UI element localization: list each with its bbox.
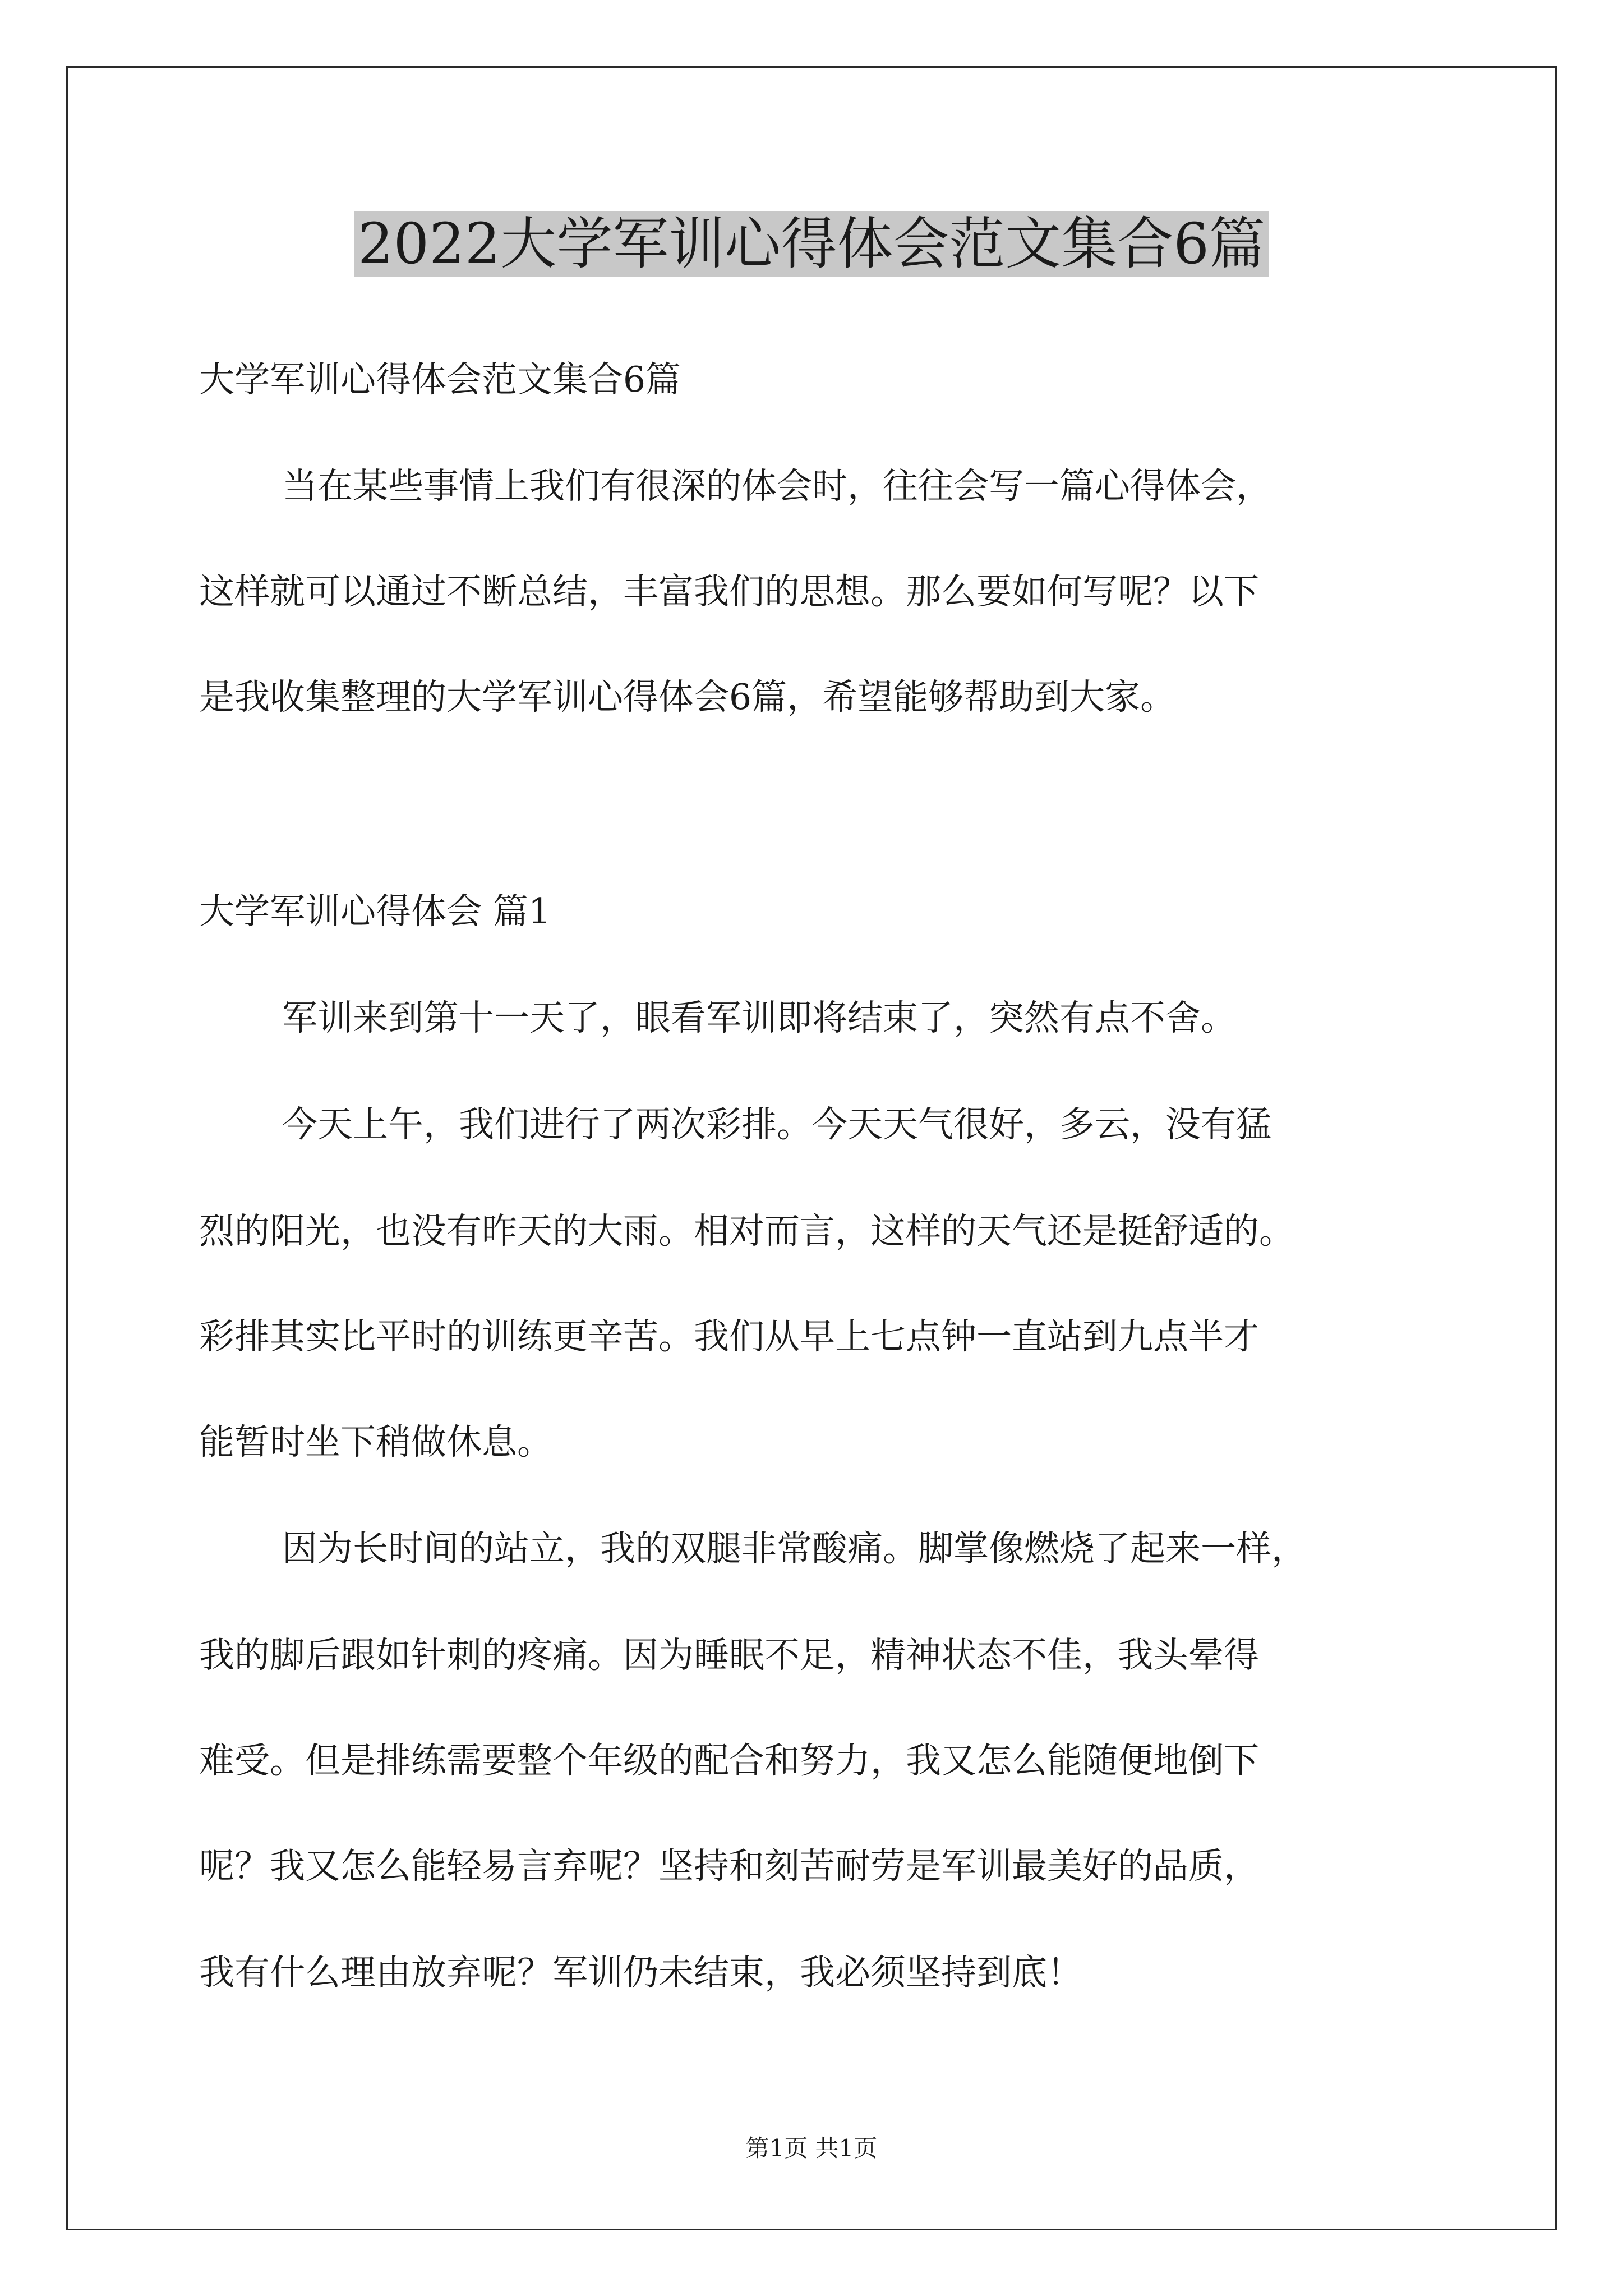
paragraph-line: 难受。但是排练需要整个年级的配合和努力，我又怎么能随便地倒下 bbox=[199, 1740, 1259, 1781]
intro-line: 这样就可以通过不断总结，丰富我们的思想。那么要如何写呢？以下 bbox=[199, 571, 1259, 612]
paragraph-line: 军训来到第十一天了，眼看军训即将结束了，突然有点不舍。 bbox=[282, 997, 1236, 1038]
document-subtitle: 大学军训心得体会范文集合6篇 bbox=[199, 359, 681, 400]
page-footer: 第1页 共1页 bbox=[745, 2134, 878, 2162]
paragraph-line: 烈的阳光，也没有昨天的大雨。相对而言，这样的天气还是挺舒适的。 bbox=[199, 1211, 1294, 1251]
paragraph-line: 我有什么理由放弃呢？军训仍未结束，我必须坚持到底！ bbox=[199, 1952, 1082, 1993]
paragraph-line: 因为长时间的站立，我的双腿非常酸痛。脚掌像燃烧了起来一样， bbox=[282, 1528, 1307, 1569]
paragraph-line: 我的脚后跟如针刺的疼痛。因为睡眠不足，精神状态不佳，我头晕得 bbox=[199, 1635, 1259, 1676]
section-heading: 大学军训心得体会 篇1 bbox=[199, 891, 551, 932]
paragraph-line: 彩排其实比平时的训练更辛苦。我们从早上七点钟一直站到九点半才 bbox=[199, 1316, 1259, 1357]
paragraph-line: 能暂时坐下稍做休息。 bbox=[199, 1421, 552, 1462]
intro-line: 是我收集整理的大学军训心得体会6篇，希望能够帮助到大家。 bbox=[199, 677, 1176, 717]
paragraph-line: 今天上午，我们进行了两次彩排。今天天气很好，多云，没有猛 bbox=[282, 1104, 1271, 1145]
document-title-text: 2022大学军训心得体会范文集合6篇 bbox=[354, 211, 1269, 277]
paragraph-line: 呢？我又怎么能轻易言弃呢？坚持和刻苦耐劳是军训最美好的品质， bbox=[199, 1846, 1259, 1887]
document-title bbox=[0, 202, 1623, 286]
intro-line: 当在某些事情上我们有很深的体会时，往往会写一篇心得体会， bbox=[282, 466, 1271, 507]
